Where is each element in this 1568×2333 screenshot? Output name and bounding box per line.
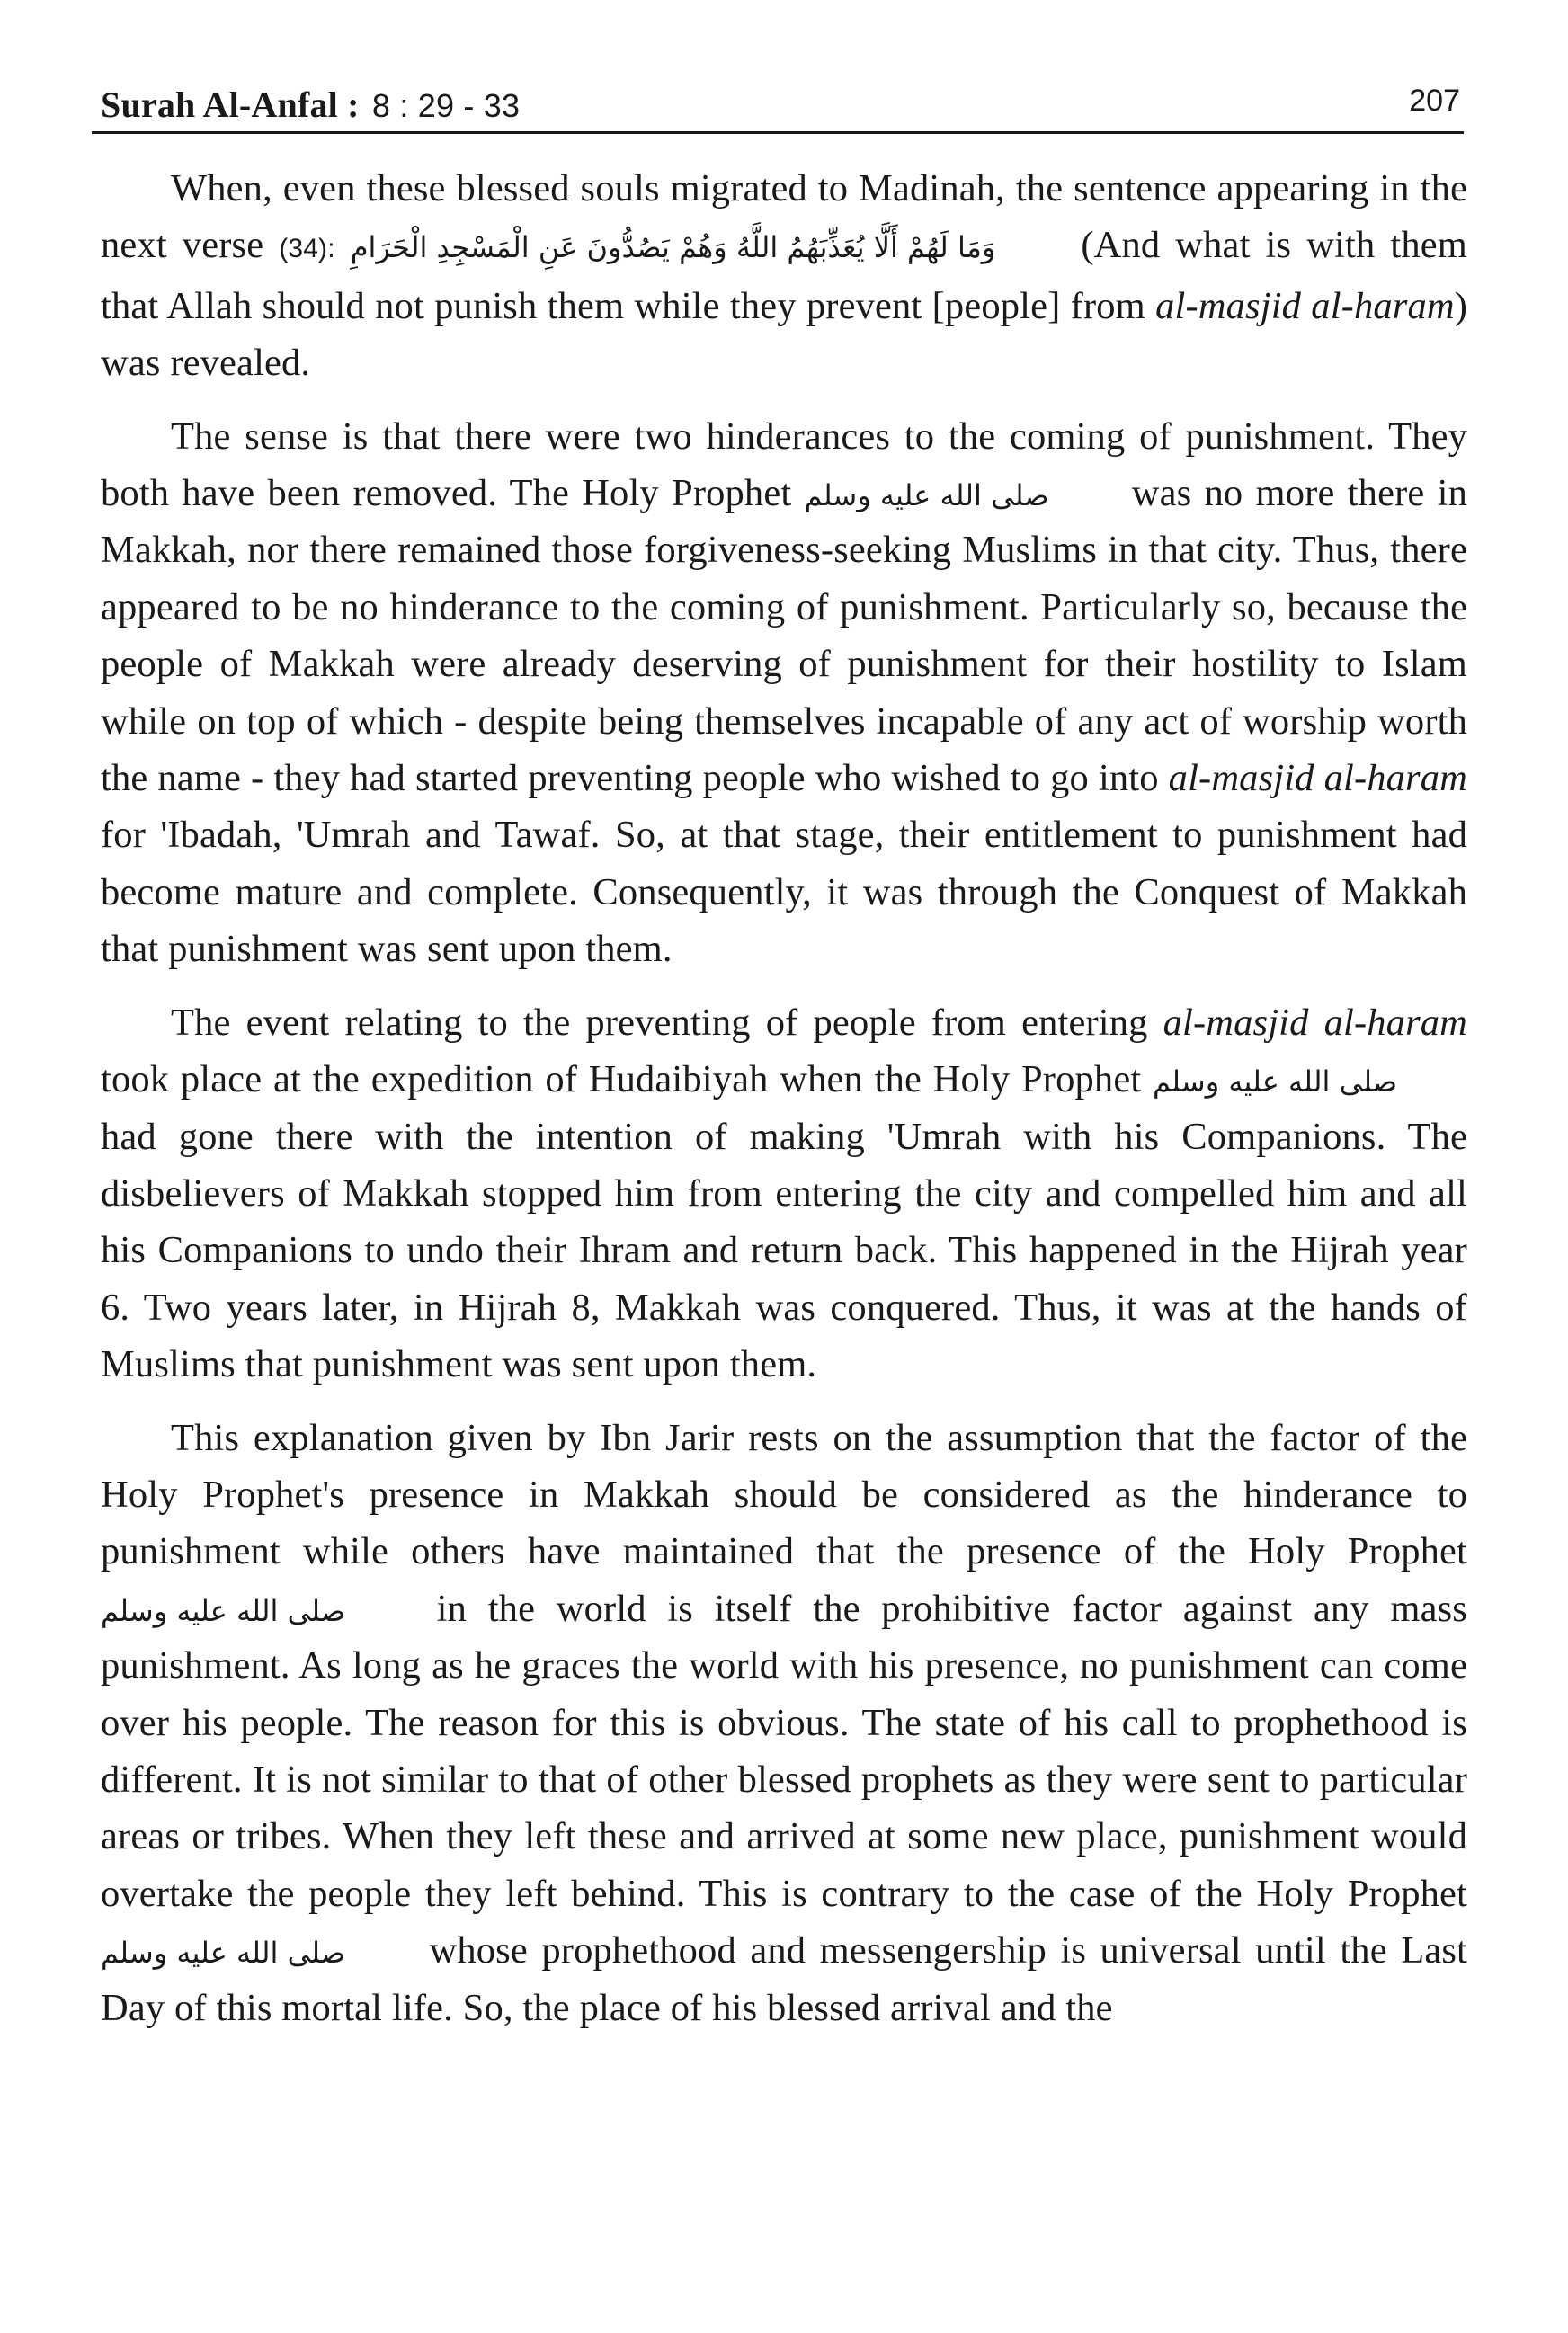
arabic-verse: وَمَا لَهُمْ أَلَّا يُعَذِّبَهُمُ اللَّهُ وَهُمْ يَصُدُّونَ عَنِ الْمَسْجِدِ الْحَرَامِ (350, 230, 996, 265)
salawat-glyph: صلى الله عليه وسلم (101, 1936, 345, 1971)
p1-italic-term: al-masjid al-haram (1155, 284, 1455, 327)
paragraph-2 (101, 408, 1467, 978)
p3-italic-term: al-masjid al-haram (1163, 1001, 1468, 1044)
salawat-glyph: صلى الله عليه وسلم (101, 1593, 345, 1628)
salawat-glyph: صلى الله عليه وسلم (1153, 1064, 1397, 1100)
surah-title: Surah Al-Anfal : (101, 85, 360, 125)
paragraph-4 (101, 1410, 1467, 2036)
body-text (101, 160, 1467, 2053)
p2-text-c: for 'Ibadah, 'Umrah and Tawaf. So, at that stage, their entitlement to punishment had become mature and complete. Consequently, it was through the Conquest of Makkah that punishment was sent upon them. (101, 814, 1467, 971)
page-number: 207 (1409, 84, 1460, 118)
p4-text-b: in the world is itself the prohibitive factor against any mass punishment. As long as he graces the world with his presence, no punishment can come over his people. The reason for this is obvious. The state of his call to prophethood is different. It is not similar to that of other blessed prophets as they were sent to particular areas or tribes. When they left these and arrived at some new place, punishment would overtake the people they left behind. This is contrary to the case of the Holy Prophet (101, 1587, 1467, 1915)
p2-text-a: The sense is that there were two hinderances to the coming of punishment. They both have been removed. The Holy Prophet (101, 414, 1467, 515)
paragraph-1 (101, 160, 1467, 392)
p1-text-a: When, even these blessed souls migrated to Madinah, the sentence appearing in the next verse (101, 167, 1467, 267)
p4-text-c: whose prophethood and messengership is universal until the Last Day of this mortal life. So, the place of his blessed arrival and the (101, 1929, 1467, 2029)
verse-reference: 8 : 29 - 33 (371, 87, 521, 124)
p3-text-a: The event relating to the preventing of people from entering (171, 1001, 1163, 1044)
p2-italic-term: al-masjid al-haram (1168, 757, 1467, 800)
p2-text-b: was no more there in Makkah, nor there remained those forgiveness-seeking Muslims in that city. Thus, there appeared to be no hinderance to the coming of punishment. Particularly so, because the people of Makkah were already deserving of punishment for their hostility to Islam while on top of which - despite being themselves incapable of any act of worship worth the name - they had started preventing people who wished to go into (101, 472, 1467, 800)
salawat-glyph: صلى الله عليه وسلم (804, 478, 1049, 513)
paragraph-3 (101, 994, 1467, 1394)
p1-text-c: ) was revealed. (101, 284, 1467, 385)
verse-number: (34): (279, 234, 335, 264)
p3-text-c: had gone there with the intention of making 'Umrah with his Companions. The disbelievers of Makkah stopped him from entering the city and compelled him and all his Companions to undo their Ihram and return back. This happened in the Hijrah year 6. Two years later, in Hijrah 8, Makkah was conquered. Thus, it was at the hands of Muslims that punishment was sent upon them. (101, 1115, 1467, 1386)
running-header (92, 67, 1464, 134)
p4-text-a: This explanation given by Ibn Jarir rests on the assumption that the factor of the Holy Prophet's presence in Makkah should be considered as the hinderance to punishment while others have maintained that the presence of the Holy Prophet (101, 1416, 1467, 1573)
p3-text-b: took place at the expedition of Hudaibiyah when the Holy Prophet (101, 1058, 1153, 1101)
p1-text-b: (And what is with them that Allah should not punish them while they prevent [people] from (101, 224, 1467, 327)
surah-heading (101, 84, 520, 126)
